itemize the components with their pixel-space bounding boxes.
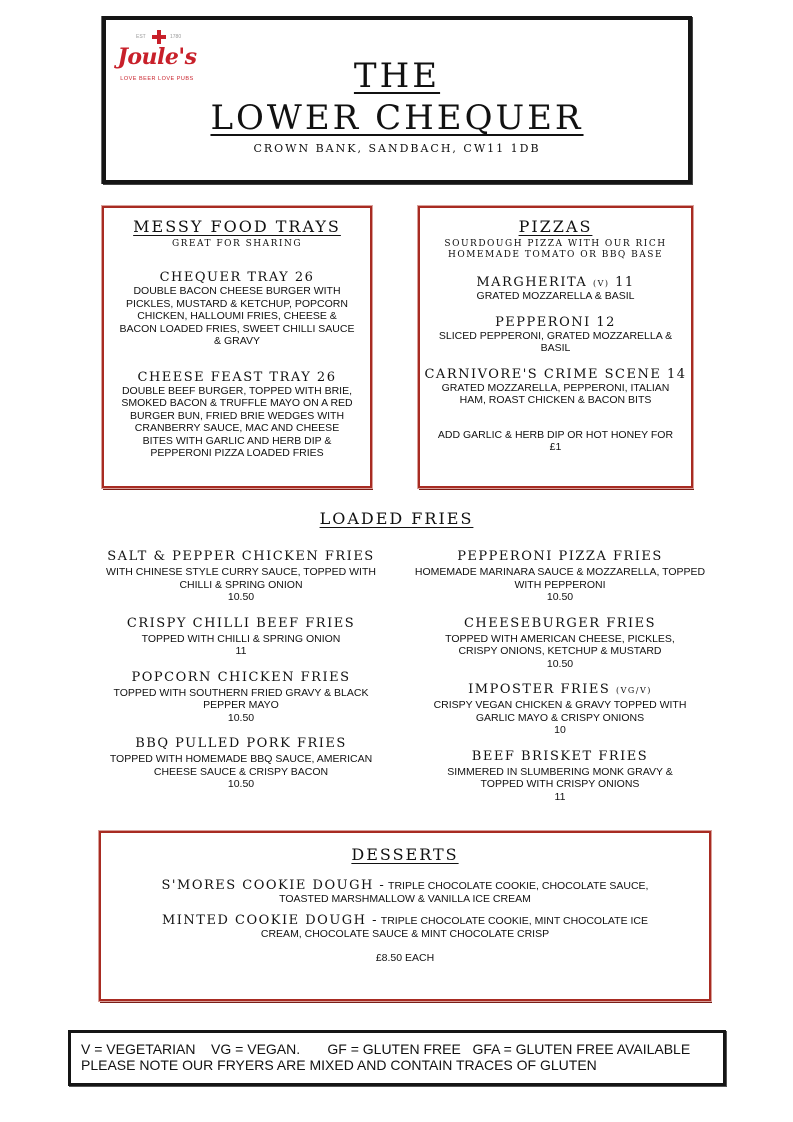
dessert-name: S'MORES COOKIE DOUGH -: [161, 878, 386, 893]
fries-price: 10.50: [546, 591, 574, 603]
pizza-name: MARGHERITA: [476, 275, 588, 290]
menu-item: [91, 736, 391, 791]
pizzas-title: PIZZAS: [518, 217, 593, 236]
fries-desc: HOMEMADE MARINARA SAUCE & MOZZARELLA, TOPPED WITH PEPPERONI: [414, 566, 706, 591]
fries-name: [405, 682, 715, 697]
fries-name-text: IMPOSTER FRIES: [468, 682, 611, 697]
trays-title: MESSY FOOD TRAYS: [133, 217, 341, 236]
pizzas-subtitle-line2: HOMEMADE TOMATO OR BBQ BASE: [447, 250, 664, 260]
dietary-key: V = VEGETARIAN VG = VEGAN. GF = GLUTEN FREE GFA = GLUTEN FREE AVAILABLE: [81, 1041, 691, 1057]
pizza-item-desc: SLICED PEPPERONI, GRATED MOZZARELLA & BASIL: [438, 329, 673, 354]
fries-desc: TOPPED WITH CHILLI & SPRING ONION: [141, 632, 341, 645]
fries-name: CHEESEBURGER FRIES: [463, 615, 657, 631]
pizza-item-desc: GRATED MOZZARELLA & BASIL: [476, 290, 635, 302]
pizza-item-name: CARNIVORE'S CRIME SCENE 14: [424, 366, 687, 382]
menu-item: [91, 616, 391, 658]
fries-price: 10.50: [227, 591, 255, 603]
page-title-line2: LOWER CHEQUER: [210, 98, 584, 138]
pizzas-subtitle-line1: SOURDOUGH PIZZA WITH OUR RICH: [444, 239, 667, 249]
fries-name: BEEF BRISKET FRIES: [471, 748, 649, 764]
pizza-item-name: [420, 275, 691, 290]
fries-price: 10.50: [227, 778, 255, 790]
dessert-desc: TRIPLE CHOCOLATE COOKIE, MINT CHOCOLATE ICE CREAM, CHOCOLATE SAUCE & MINT CHOCOLATE CRISP: [260, 915, 648, 940]
pizza-item-name: PEPPERONI 12: [495, 314, 616, 330]
dessert-name: MINTED COOKIE DOUGH -: [161, 913, 379, 928]
trays-subtitle: GREAT FOR SHARING: [171, 239, 303, 249]
red-cross-icon: [152, 30, 166, 44]
pizzas-panel: [418, 206, 693, 488]
fries-desc: TOPPED WITH SOUTHERN FRIED GRAVY & BLACK PEPPER MAYO: [113, 686, 369, 711]
dietary-tag: (VG/V): [615, 686, 652, 695]
fries-price: 10.50: [227, 711, 255, 724]
menu-item: [405, 682, 715, 737]
fries-desc: WITH CHINESE STYLE CURRY SAUCE, TOPPED WITH CHILLI & SPRING ONION: [106, 566, 376, 591]
fries-name: POPCORN CHICKEN FRIES: [131, 669, 351, 685]
venue-address: CROWN BANK, SANDBACH, CW11 1DB: [253, 142, 541, 155]
logo-wordmark: Joule's: [117, 44, 197, 70]
header-frame: [102, 16, 692, 184]
dessert-item: [101, 880, 709, 905]
pizza-price: 11: [615, 275, 635, 290]
fries-name: PEPPERONI PIZZA FRIES: [457, 549, 663, 564]
logo-right-mark: 1780: [170, 34, 182, 40]
pizza-item-desc: GRATED MOZZARELLA, PEPPERONI, ITALIAN HAM, ROAST CHICKEN & BACON BITS: [441, 381, 670, 406]
dessert-item: [101, 915, 709, 940]
dietary-key-box: [68, 1030, 726, 1086]
trays-panel: [102, 206, 372, 488]
dietary-tag: (V): [592, 279, 610, 288]
loaded-fries-left-column: [91, 549, 391, 803]
fries-price: 10.50: [546, 657, 574, 670]
fries-desc: CRISPY VEGAN CHICKEN & GRAVY TOPPED WITH GARLIC MAYO & CRISPY ONIONS: [433, 699, 687, 724]
page-title-line1: THE: [353, 56, 441, 96]
fries-price: 10: [554, 724, 566, 736]
loaded-fries-right-column: [405, 549, 715, 815]
menu-item: [405, 749, 715, 804]
fries-price: 11: [235, 645, 247, 657]
fries-name: SALT & PEPPER CHICKEN FRIES: [107, 549, 375, 564]
logo-left-mark: EST: [136, 34, 146, 40]
menu-item: [405, 549, 715, 604]
logo-tagline: LOVE BEER LOVE PUBS: [120, 76, 194, 82]
fries-desc: SIMMERED IN SLUMBERING MONK GRAVY & TOPPED WITH CRISPY ONIONS: [447, 765, 673, 790]
fries-name: CRISPY CHILLI BEEF FRIES: [126, 615, 356, 631]
tray-item-desc: DOUBLE BACON CHEESE BURGER WITH PICKLES, MUSTARD & KETCHUP, POPCORN CHICKEN, HALLOUMI FRIES, CHEESE & BACON LOADED FRIES, SWEET CHILLI SAUCE & GRAVY: [119, 285, 355, 347]
desserts-title: DESSERTS: [351, 845, 459, 864]
fries-desc: TOPPED WITH HOMEMADE BBQ SAUCE, AMERICAN CHEESE SAUCE & CRISPY BACON: [109, 753, 373, 778]
loaded-fries-title: LOADED FRIES: [319, 509, 474, 528]
fries-price: 11: [554, 790, 566, 803]
menu-item: [91, 670, 391, 725]
dessert-desc: TRIPLE CHOCOLATE COOKIE, CHOCOLATE SAUCE, TOASTED MARSHMALLOW & VANILLA ICE CREAM: [279, 880, 649, 905]
dessert-price-note: £8.50 EACH: [375, 952, 435, 964]
fries-desc: TOPPED WITH AMERICAN CHEESE, PICKLES, CRISPY ONIONS, KETCHUP & MUSTARD: [445, 632, 675, 657]
fries-name: BBQ PULLED PORK FRIES: [135, 736, 347, 751]
tray-item-name: CHEESE FEAST TRAY 26: [137, 369, 337, 385]
menu-item: [91, 549, 391, 604]
desserts-panel: [99, 831, 711, 1001]
tray-item-name: CHEQUER TRAY 26: [159, 270, 315, 285]
tray-item-desc: DOUBLE BEEF BURGER, TOPPED WITH BRIE, SMOKED BACON & TRUFFLE MAYO ON A RED BURGER BUN, FRIED BRIE WEDGES WITH CRANBERRY SAUCE, MAC AND CHEESE BITES WITH GARLIC AND HERB DIP & PEPPERONI PIZZA LOADED FRIES: [121, 384, 353, 459]
pizza-extra-note: ADD GARLIC & HERB DIP OR HOT HONEY FOR £1: [437, 428, 674, 453]
menu-item: [405, 616, 715, 671]
allergen-notice: PLEASE NOTE OUR FRYERS ARE MIXED AND CONTAIN TRACES OF GLUTEN: [81, 1057, 597, 1073]
